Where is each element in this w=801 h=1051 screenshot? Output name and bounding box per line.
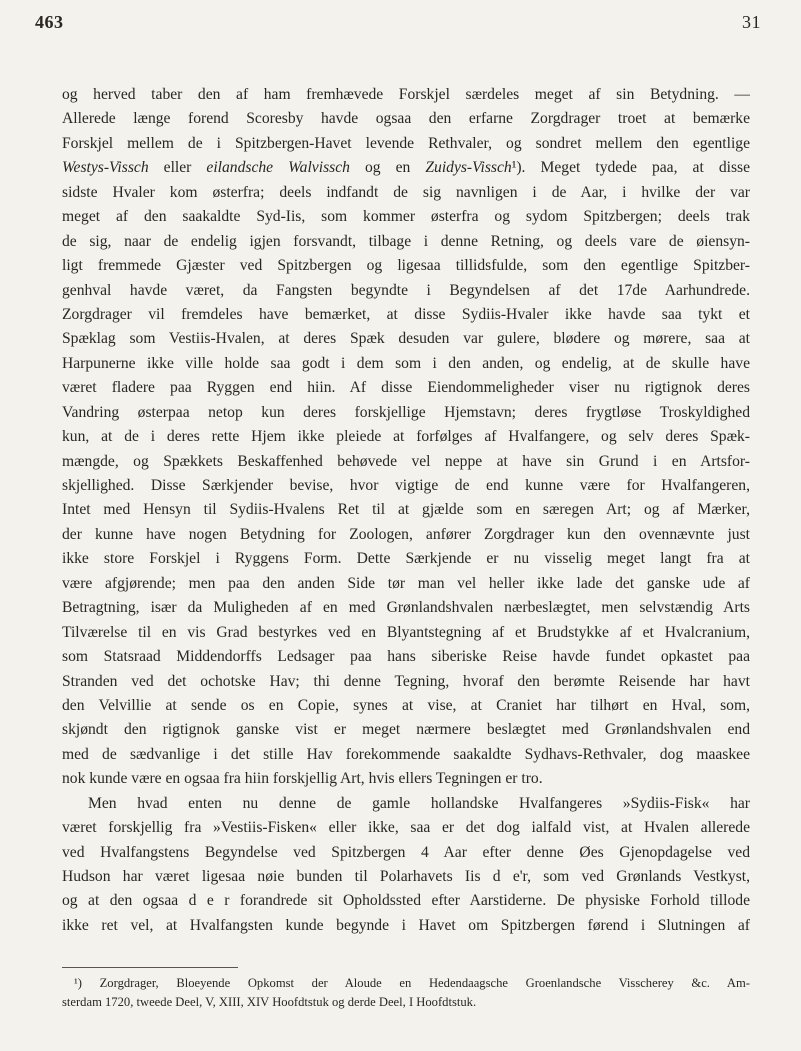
text-line <box>62 83 750 107</box>
text-line <box>62 914 750 938</box>
text-segment: som Statsraad Middendorffs Ledsager paa hans siberiske Reise havde fundet opkastet paa <box>62 648 750 666</box>
text-segment: Spæklag som Vestiis-Hvalen, at deres Spæk desuden var gulere, blødere og mørere, saa at <box>62 330 750 348</box>
text-line <box>62 889 750 913</box>
text-segment: Harpunerne ikke ville holde saa godt i dem som i den anden, og endelig, at de skulle have <box>62 354 750 372</box>
text-segment: skjøndt den rigtignok ganske vist er meget nærmere beslægtet med Grønlandshvalen end <box>62 721 750 739</box>
text-line <box>62 718 750 742</box>
text-line <box>62 450 750 474</box>
text-segment: med de sædvanlige i det stille Hav forekommende saakaldte Sydhavs-Rethvaler, dog maaskee <box>62 745 750 763</box>
text-segment: og herved taber den af ham fremhævede Forskjel særdeles meget af sin Betydning. — <box>62 86 750 103</box>
text-segment: Betragtning, især da Muligheden af en med Grønlandshvalen nærbeslægtet, men selvstændig Arts <box>62 599 750 617</box>
text-line <box>62 156 750 180</box>
text-line <box>62 132 750 156</box>
footnote <box>62 974 750 1012</box>
text-line <box>62 547 750 571</box>
text-line <box>62 767 750 791</box>
footnote-rule <box>62 967 238 968</box>
text-segment: ikke ret vel, at Hvalfangsten kunde begynde i Havet om Spitzbergen førend i Slutningen af <box>62 916 750 934</box>
text-segment: meget af den saakaldte Syd-Iis, som kommer østerfra og sydom Spitzbergen; deels trak <box>62 208 750 226</box>
text-line <box>62 376 750 400</box>
text-segment: Men hvad enten nu denne de gamle hollandske Hvalfangeres »Sydiis-Fisk« har <box>88 794 750 812</box>
text-line <box>62 401 750 425</box>
text-segment: Hudson har været ligesaa nøie bunden til Polarhavets Iis d e'r, som ved Grønlands Vestkyst, <box>62 868 750 885</box>
text-line <box>62 181 750 205</box>
text-segment: nok kunde være en ogsaa fra hiin forskjellig Art, hvis ellers Tegningen er tro. <box>62 770 543 788</box>
italic-term: eilandsche Walvissch <box>206 159 350 177</box>
footnote-line: ¹) Zorgdrager, Bloeyende Opkomst der Aloude en Hedendaagsche Groenlandsche Visscherey &c. Am- <box>74 976 750 990</box>
text-segment: Tilværelse til en vis Grad bestyrkes ved en Blyantstegning af et Brudstykke af et Hvalcranium, <box>62 623 750 641</box>
text-line <box>62 327 750 351</box>
text-line <box>62 792 750 816</box>
text-line <box>62 352 750 376</box>
text-segment: den Velvillie at sende os en Copie, synes at vise, at Craniet har tilhørt en Hval, som, <box>62 696 750 714</box>
text-segment: og en <box>349 159 426 177</box>
text-line <box>62 743 750 767</box>
text-segment: der kunne have nogen Betydning for Zoologen, anfører Zorgdrager kun den ovennævnte just <box>62 525 750 543</box>
text-line <box>62 645 750 669</box>
text-line <box>62 303 750 327</box>
text-segment: været forskjellig fra »Vestiis-Fisken« eller ikke, saa er det dog ialfald vist, at Hvalen allerede <box>62 819 750 837</box>
text-segment: været fladere paa Ryggen end hiin. Af disse Eiendommeligheder viser nu rigtignok deres <box>62 379 750 397</box>
italic-term: Zuidys-Vissch <box>425 159 512 177</box>
text-line <box>62 474 750 498</box>
text-segment: genhval havde været, da Fangsten begyndte i Begyndelsen af det 17de Aarhundrede. <box>62 281 750 299</box>
text-segment: ikke store Forskjel i Ryggens Form. Dette Særkjende er nu visselig meget langt fra at <box>62 550 750 568</box>
text-line <box>62 596 750 620</box>
text-segment: Forskjel mellem de i Spitzbergen-Havet levende Rethvaler, og sondret mellem den egentlige <box>62 134 750 152</box>
text-line <box>62 230 750 254</box>
text-segment: sidste Hvaler kom østerfra; deels indfandt de sig navnligen i de Aar, i hvilke der var <box>62 183 750 201</box>
text-line <box>62 865 750 889</box>
text-line <box>62 254 750 278</box>
text-line <box>62 621 750 645</box>
text-line <box>62 670 750 694</box>
text-line <box>62 841 750 865</box>
text-line <box>62 425 750 449</box>
page-number-right: 31 <box>742 12 761 32</box>
text-line <box>62 572 750 596</box>
text-segment: mængde, og Spækkets Beskaffenhed behøvede vel neppe at have sin Grund i en Artsfor- <box>62 452 750 470</box>
text-line <box>62 694 750 718</box>
text-line <box>62 279 750 303</box>
text-segment: eller <box>148 159 207 177</box>
text-line <box>62 205 750 229</box>
footnote-line: sterdam 1720, tweede Deel, V, XIII, XIV Hoofdtstuk og derde Deel, I Hoofdtstuk. <box>62 995 477 1009</box>
body-text <box>62 83 750 938</box>
text-line <box>62 107 750 131</box>
text-segment: og at den ogsaa d e r forandrede sit Opholdssted efter Aarstiderne. De physiske Forhold tillode <box>62 892 750 910</box>
text-line <box>62 816 750 840</box>
text-segment: Allerede længe forend Scoresby havde ogsaa den erfarne Zorgdrager troet at bemærke <box>62 110 750 128</box>
italic-term: Westys-Vissch <box>62 159 149 177</box>
text-segment: skjellighed. Disse Særkjender bevise, hvor vigtige de end kunne være for Hvalfangeren, <box>62 477 750 494</box>
text-segment: Vandring østerpaa netop kun deres forskjellige Hjemstavn; deres frygtløse Troskyldighed <box>62 403 750 421</box>
page-number-left: 463 <box>35 12 64 32</box>
text-line <box>62 498 750 522</box>
text-segment: være afgjørende; men paa den anden Side tør man vel heller ikke lade det ganske ude af <box>62 574 750 592</box>
text-segment: de sig, naar de endelig igjen forsvandt, tilbage i denne Retning, og deels vare de øiensyn- <box>62 232 750 250</box>
text-segment: kun, at de i deres rette Hjem ikke pleiede at forfølges af Hvalfangere, og selv deres Spæk- <box>62 428 750 446</box>
text-segment: ved Hvalfangstens Begyndelse ved Spitzbergen 4 Aar efter denne Øes Gjenopdagelse ved <box>62 843 750 861</box>
text-line <box>62 523 750 547</box>
text-segment: ¹). Meget tydede paa, at disse <box>511 159 750 177</box>
text-segment: Intet med Hensyn til Sydiis-Hvalens Ret til at gjælde som en særegen Art; og af Mærker, <box>62 501 750 519</box>
text-segment: Stranden ved det ochotske Hav; thi denne Tegning, hvoraf den berømte Reisende har havt <box>62 672 750 690</box>
text-segment: Zorgdrager vil fremdeles have bemærket, at disse Sydiis-Hvaler ikke havde saa tykt et <box>62 305 750 323</box>
text-segment: ligt fremmede Gjæster ved Spitzbergen og ligesaa tillidsfulde, som den egentlige Spitzber- <box>62 257 750 275</box>
